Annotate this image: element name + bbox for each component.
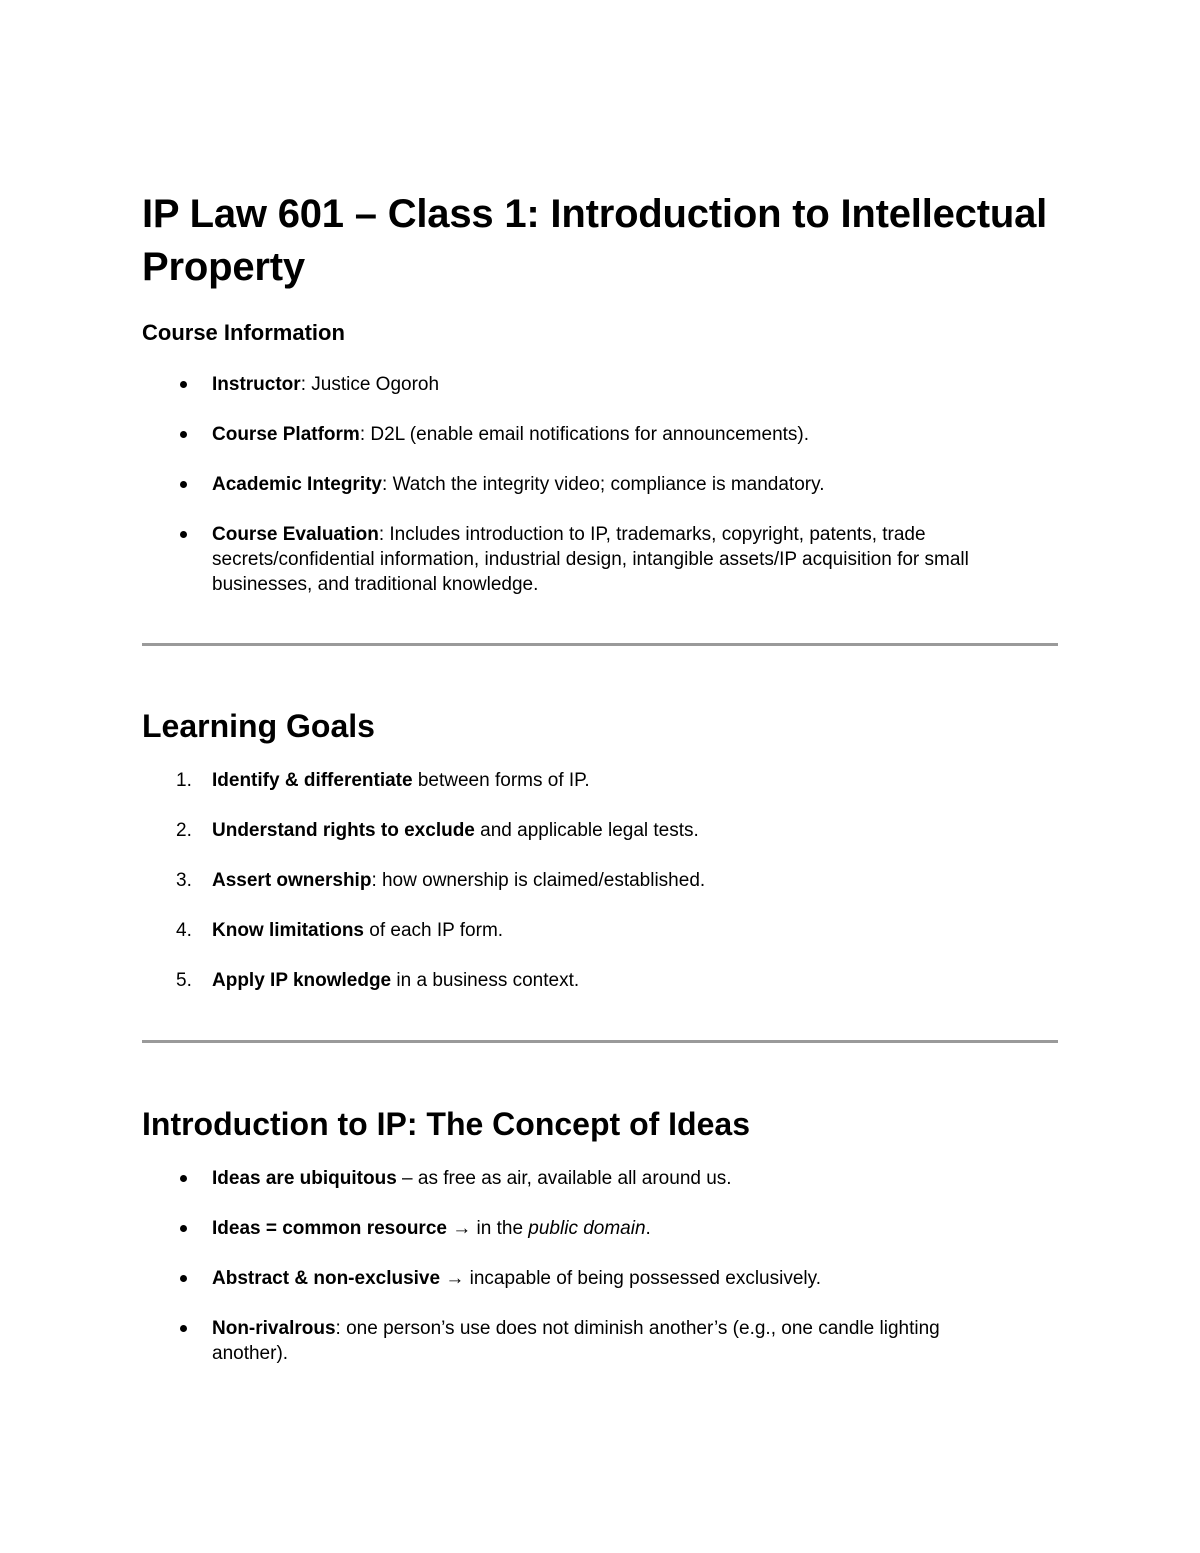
item-text: of each IP form.: [364, 920, 504, 941]
item-text: Includes introduction to IP, trademarks, copyright, patents, trade secrets/confidential information, industrial design, intangible assets/IP acquisition for small businesses, and traditional knowledge.: [212, 524, 969, 595]
item-separator: :: [378, 524, 390, 545]
bullet-icon: [180, 381, 187, 388]
item-text: : one person’s use does not diminish another’s (e.g., one candle lighting another).: [212, 1318, 940, 1364]
bullet-icon: [180, 1275, 187, 1282]
list-item: [142, 1266, 1058, 1291]
learning-goals-list: [142, 768, 1058, 993]
ideas-heading: Introduction to IP: The Concept of Ideas: [142, 1106, 750, 1142]
item-number: 3.: [176, 870, 192, 891]
bullet-icon: [180, 1175, 187, 1182]
list-item: [142, 1166, 1058, 1191]
list-item: [142, 1216, 1058, 1241]
section-divider: [142, 1040, 1058, 1043]
list-item: [142, 522, 1058, 597]
item-term: Academic Integrity: [212, 474, 382, 495]
item-text: D2L (enable email notifications for announcements).: [370, 424, 810, 445]
item-text: Watch the integrity video; compliance is mandatory.: [392, 474, 825, 495]
item-text: – as free as air, available all around us.: [396, 1168, 732, 1189]
list-item: [142, 1316, 1058, 1366]
course-info-heading: Course Information: [142, 320, 345, 345]
item-term: Non-rivalrous: [212, 1318, 336, 1339]
list-item: [142, 422, 1058, 447]
item-separator: :: [359, 424, 371, 445]
item-number: 5.: [176, 970, 192, 991]
list-item: [142, 768, 1058, 793]
item-term: Assert ownership: [212, 870, 372, 891]
ideas-list: [142, 1166, 1058, 1366]
item-term: Instructor: [212, 374, 301, 395]
bullet-icon: [180, 1225, 187, 1232]
item-text: → incapable of being possessed exclusively.: [440, 1268, 821, 1289]
item-term: Abstract & non-exclusive: [212, 1268, 441, 1289]
list-item: [142, 472, 1058, 497]
item-term: Know limitations: [212, 920, 364, 941]
item-term: Ideas are ubiquitous: [212, 1168, 397, 1189]
item-text: and applicable legal tests.: [474, 820, 699, 841]
list-item: [142, 918, 1058, 943]
section-divider: [142, 643, 1058, 646]
item-term: Understand rights to exclude: [212, 820, 475, 841]
bullet-icon: [180, 1325, 187, 1332]
bullet-icon: [180, 531, 187, 538]
item-term: Ideas = common resource: [212, 1218, 447, 1239]
list-item: [142, 372, 1058, 397]
item-term: Course Evaluation: [212, 524, 379, 545]
item-text: in a business context.: [391, 970, 580, 991]
item-number: 2.: [176, 820, 192, 841]
item-term: Identify & differentiate: [212, 770, 413, 791]
learning-goals-heading: Learning Goals: [142, 708, 375, 744]
course-info-list: [142, 372, 1058, 597]
item-text: between forms of IP.: [412, 770, 590, 791]
item-number: 4.: [176, 920, 192, 941]
item-text: → in the: [446, 1218, 529, 1239]
list-item: [142, 868, 1058, 893]
item-tail: .: [645, 1218, 651, 1239]
item-term: Apply IP knowledge: [212, 970, 392, 991]
item-separator: :: [300, 374, 312, 395]
document-title: IP Law 601 – Class 1: Introduction to Intellectual Property: [142, 192, 1048, 289]
item-text: : how ownership is claimed/established.: [371, 870, 706, 891]
bullet-icon: [180, 431, 187, 438]
list-item: [142, 818, 1058, 843]
list-item: [142, 968, 1058, 993]
item-number: 1.: [176, 770, 192, 791]
item-separator: :: [382, 474, 393, 495]
item-text: Justice Ogoroh: [311, 374, 440, 395]
item-term: Course Platform: [212, 424, 360, 445]
item-emphasis: public domain: [528, 1218, 646, 1239]
bullet-icon: [180, 481, 187, 488]
